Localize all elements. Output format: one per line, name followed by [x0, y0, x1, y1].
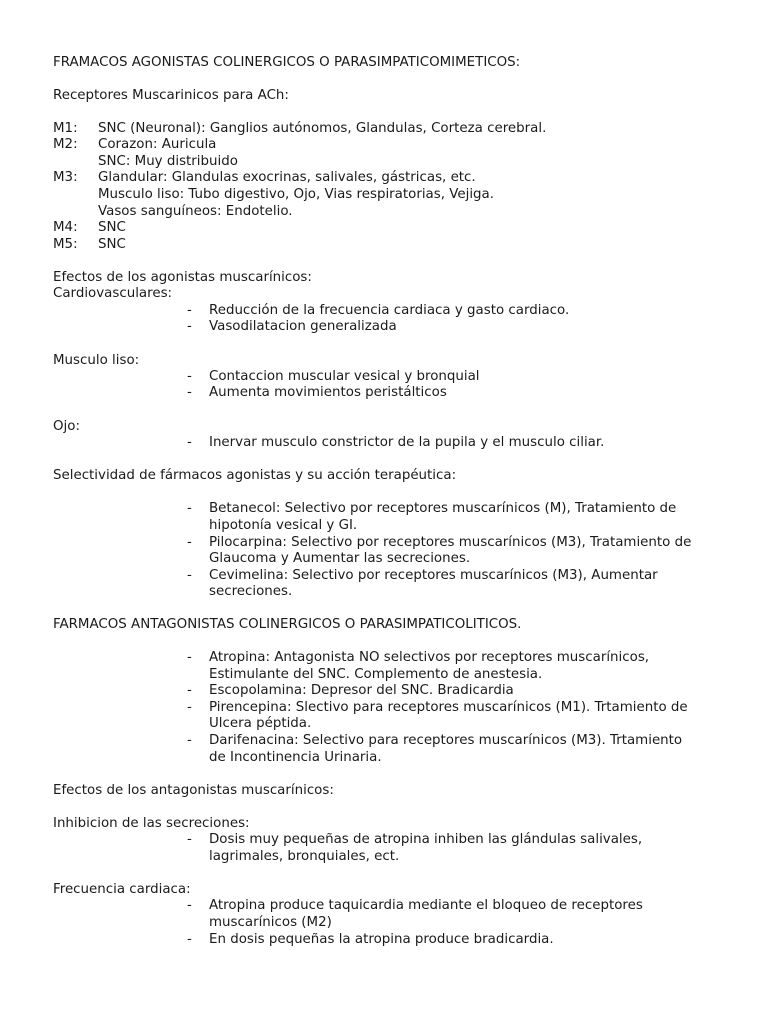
list-item-text: Ulcera péptida.: [209, 716, 312, 731]
list-item-text: En dosis pequeñas la atropina produce bradicardia.: [209, 932, 554, 947]
receptors-heading: Receptores Muscarinicos para ACh:: [53, 88, 289, 103]
list-item-text: Atropina: Antagonista NO selectivos por receptores muscarínicos,: [209, 650, 650, 665]
bullet-dash: -: [187, 650, 192, 665]
receptor-label-m2: M2:: [53, 137, 78, 152]
bullet-dash: -: [187, 501, 192, 516]
cardio-label: Cardiovasculares:: [53, 286, 173, 301]
receptor-m3-line: Musculo liso: Tubo digestivo, Ojo, Vias respiratorias, Vejiga.: [98, 187, 495, 202]
receptor-m5-line: SNC: [98, 237, 126, 252]
bullet-dash: -: [187, 435, 192, 450]
receptor-m3-line: Vasos sanguíneos: Endotelio.: [98, 204, 293, 219]
list-item-text: hipotonía vesical y GI.: [209, 518, 358, 533]
list-item-text: lagrimales, bronquiales, ect.: [209, 849, 400, 864]
smooth-muscle-label: Musculo liso:: [53, 353, 140, 368]
list-item-text: Dosis muy pequeñas de atropina inhiben las glándulas salivales,: [209, 832, 643, 847]
list-item-text: Vasodilatacion generalizada: [209, 319, 397, 334]
list-item-text: Betanecol: Selectivo por receptores muscarínicos (M), Tratamiento de: [209, 501, 677, 516]
bullet-dash: -: [187, 535, 192, 550]
bullet-dash: -: [187, 932, 192, 947]
receptor-label-m4: M4:: [53, 220, 78, 235]
list-item-text: muscarínicos (M2): [209, 915, 332, 930]
bullet-dash: -: [187, 700, 192, 715]
receptor-m2-line: SNC: Muy distribuido: [98, 154, 238, 169]
bullet-dash: -: [187, 568, 192, 583]
receptor-label-m1: M1:: [53, 121, 78, 136]
bullet-dash: -: [187, 898, 192, 913]
list-item-text: Aumenta movimientos peristálticos: [209, 385, 447, 400]
list-item-text: secreciones.: [209, 584, 293, 599]
list-item-text: Estimulante del SNC. Complemento de anestesia.: [209, 667, 543, 682]
list-item-text: de Incontinencia Urinaria.: [209, 750, 382, 765]
receptor-label-m5: M5:: [53, 237, 78, 252]
receptor-label-m3: M3:: [53, 170, 78, 185]
secretions-label: Inhibicion de las secreciones:: [53, 816, 250, 831]
bullet-dash: -: [187, 369, 192, 384]
bullet-dash: -: [187, 319, 192, 334]
bullet-dash: -: [187, 683, 192, 698]
receptor-m2-line: Corazon: Auricula: [98, 137, 217, 152]
agonist-effects-heading: Efectos de los agonistas muscarínicos:: [53, 270, 312, 285]
bullet-dash: -: [187, 303, 192, 318]
list-item-text: Pilocarpina: Selectivo por receptores muscarínicos (M3), Tratamiento de: [209, 535, 692, 550]
heart-rate-label: Frecuencia cardiaca:: [53, 882, 191, 897]
list-item-text: Atropina produce taquicardia mediante el bloqueo de receptores: [209, 898, 643, 913]
bullet-dash: -: [187, 832, 192, 847]
receptor-m3-line: Glandular: Glandulas exocrinas, salivales, gástricas, etc.: [98, 170, 476, 185]
agonists-title: FRAMACOS AGONISTAS COLINERGICOS O PARASIMPATICOMIMETICOS:: [53, 55, 521, 70]
antagonists-title: FARMACOS ANTAGONISTAS COLINERGICOS O PARASIMPATICOLITICOS.: [53, 617, 522, 632]
receptor-m4-line: SNC: [98, 220, 126, 235]
selectivity-heading: Selectividad de fármacos agonistas y su acción terapéutica:: [53, 468, 457, 483]
list-item-text: Inervar musculo constrictor de la pupila y el musculo ciliar.: [209, 435, 605, 450]
antagonist-effects-heading: Efectos de los antagonistas muscarínicos:: [53, 783, 334, 798]
eye-label: Ojo:: [53, 419, 80, 434]
list-item-text: Cevimelina: Selectivo por receptores muscarínicos (M3), Aumentar: [209, 568, 658, 583]
list-item-text: Contaccion muscular vesical y bronquial: [209, 369, 480, 384]
bullet-dash: -: [187, 385, 192, 400]
list-item-text: Pirencepina: Slectivo para receptores muscarínicos (M1). Trtamiento de: [209, 700, 688, 715]
list-item-text: Escopolamina: Depresor del SNC. Bradicardia: [209, 683, 514, 698]
list-item-text: Reducción de la frecuencia cardiaca y gasto cardiaco.: [209, 303, 570, 318]
receptor-m1-line: SNC (Neuronal): Ganglios autónomos, Glandulas, Corteza cerebral.: [98, 121, 547, 136]
list-item-text: Darifenacina: Selectivo para receptores muscarínicos (M3). Trtamiento: [209, 733, 683, 748]
bullet-dash: -: [187, 733, 192, 748]
list-item-text: Glaucoma y Aumentar las secreciones.: [209, 551, 471, 566]
